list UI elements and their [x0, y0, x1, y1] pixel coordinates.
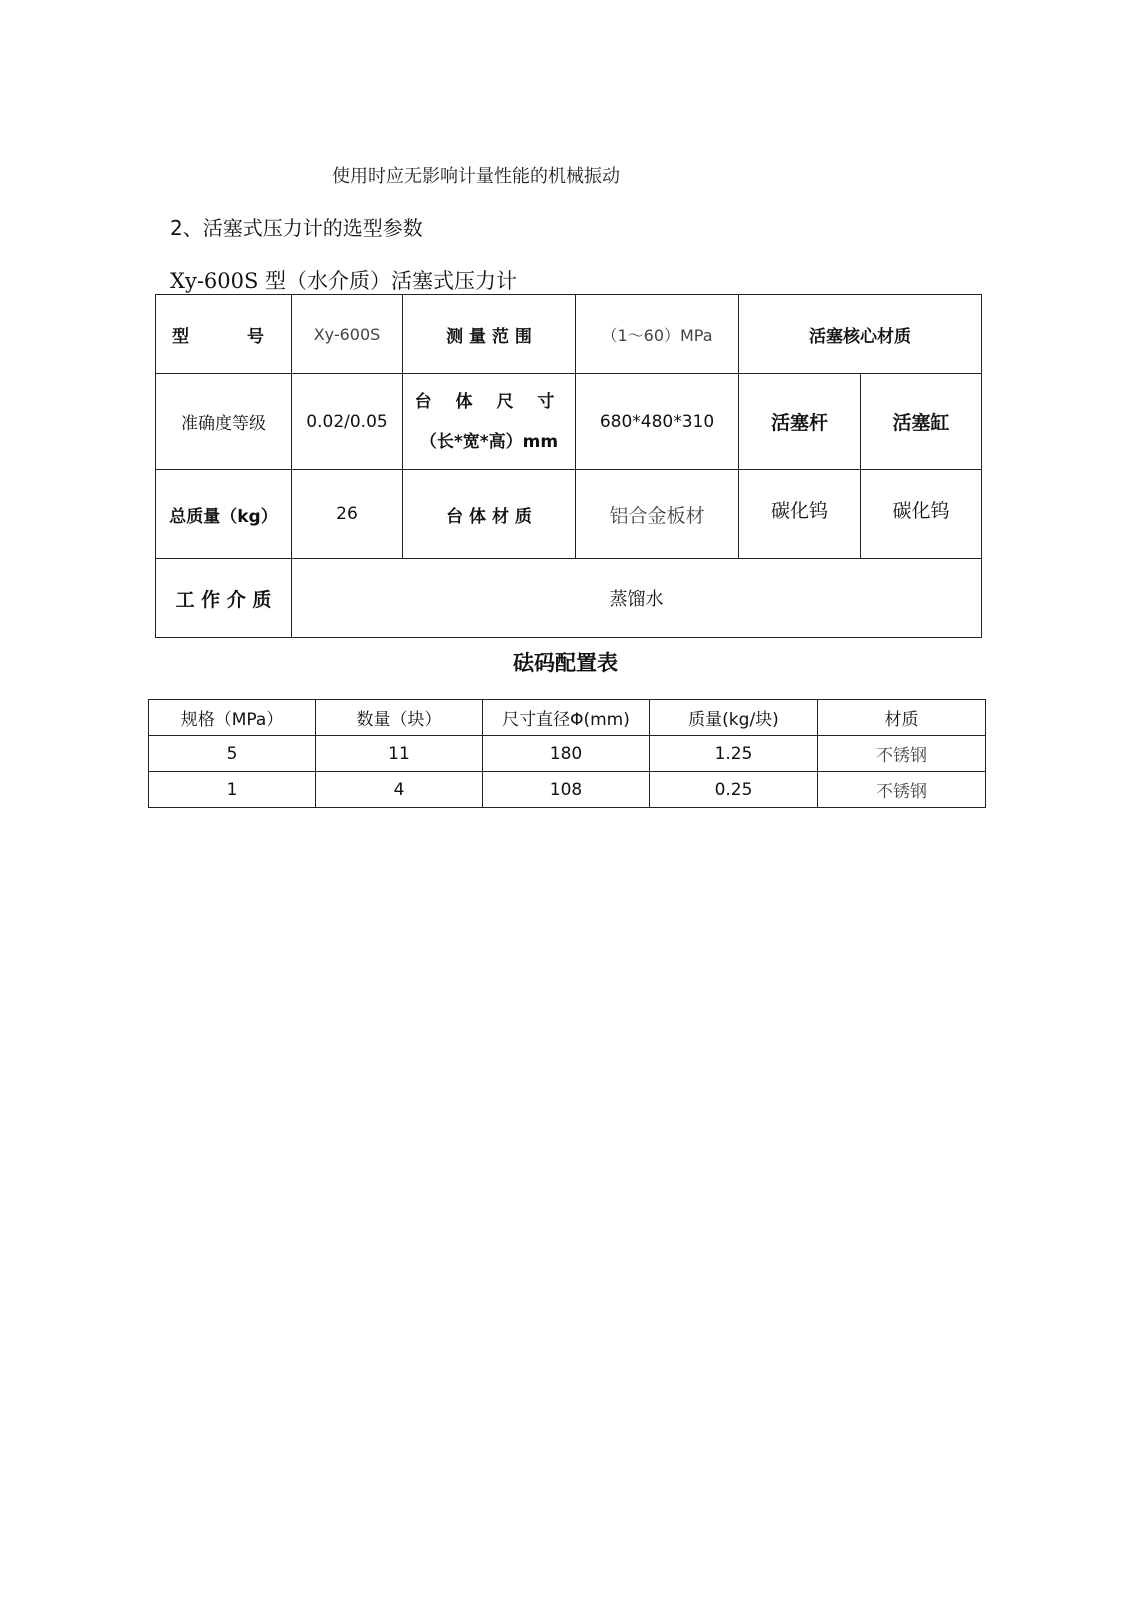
table-cell: 108 [483, 772, 650, 808]
medium-value: 蒸馏水 [292, 559, 982, 638]
table-row [149, 736, 986, 772]
table-cell: 5 [149, 736, 316, 772]
column-header: 数量（块） [316, 700, 483, 736]
core-material-label: 活塞核心材质 [739, 295, 982, 374]
table-row [156, 470, 982, 559]
cylinder-material-value: 碳化钨 [861, 470, 982, 559]
column-header: 尺寸直径Φ(mm) [483, 700, 650, 736]
table-cell: 1.25 [650, 736, 818, 772]
column-header: 规格（MPa） [149, 700, 316, 736]
body-material-value: 铝合金板材 [576, 470, 739, 559]
mass-label: 总质量（kg） [156, 470, 292, 559]
weights-table [148, 699, 986, 808]
body-material-label: 台 体 材 质 [403, 470, 576, 559]
column-header: 材质 [818, 700, 986, 736]
table-row [156, 295, 982, 374]
table-cell: 不锈钢 [818, 772, 986, 808]
section-heading: 2、活塞式压力计的选型参数 [170, 216, 423, 240]
table-cell: 不锈钢 [818, 736, 986, 772]
size-value: 680*480*310 [576, 374, 739, 470]
accuracy-label: 准确度等级 [156, 374, 292, 470]
spec-table-title: Xy-600S 型（水介质）活塞式压力计 [170, 269, 518, 293]
spec-table [155, 294, 982, 638]
table-cell: 4 [316, 772, 483, 808]
size-label-line1: 台 体 尺 寸 [414, 391, 564, 412]
model-value: Xy-600S [292, 295, 403, 374]
size-label [403, 374, 576, 470]
table-row [149, 772, 986, 808]
range-label: 测 量 范 围 [403, 295, 576, 374]
weights-table-title: 砝码配置表 [513, 651, 618, 675]
table-cell: 180 [483, 736, 650, 772]
table-cell: 0.25 [650, 772, 818, 808]
mass-value: 26 [292, 470, 403, 559]
accuracy-value: 0.02/0.05 [292, 374, 403, 470]
table-cell: 11 [316, 736, 483, 772]
rod-material-value: 碳化钨 [739, 470, 861, 559]
table-row [156, 374, 982, 470]
model-label: 型 号 [156, 295, 292, 374]
medium-label: 工 作 介 质 [156, 559, 292, 638]
table-header-row [149, 700, 986, 736]
cylinder-label: 活塞缸 [861, 374, 982, 470]
intro-line: 使用时应无影响计量性能的机械振动 [332, 166, 620, 187]
table-row [156, 559, 982, 638]
range-value: （1～60）MPa [576, 295, 739, 374]
column-header: 质量(kg/块) [650, 700, 818, 736]
size-label-line2: （长*宽*高）mm [419, 431, 559, 452]
rod-label: 活塞杆 [739, 374, 861, 470]
table-cell: 1 [149, 772, 316, 808]
